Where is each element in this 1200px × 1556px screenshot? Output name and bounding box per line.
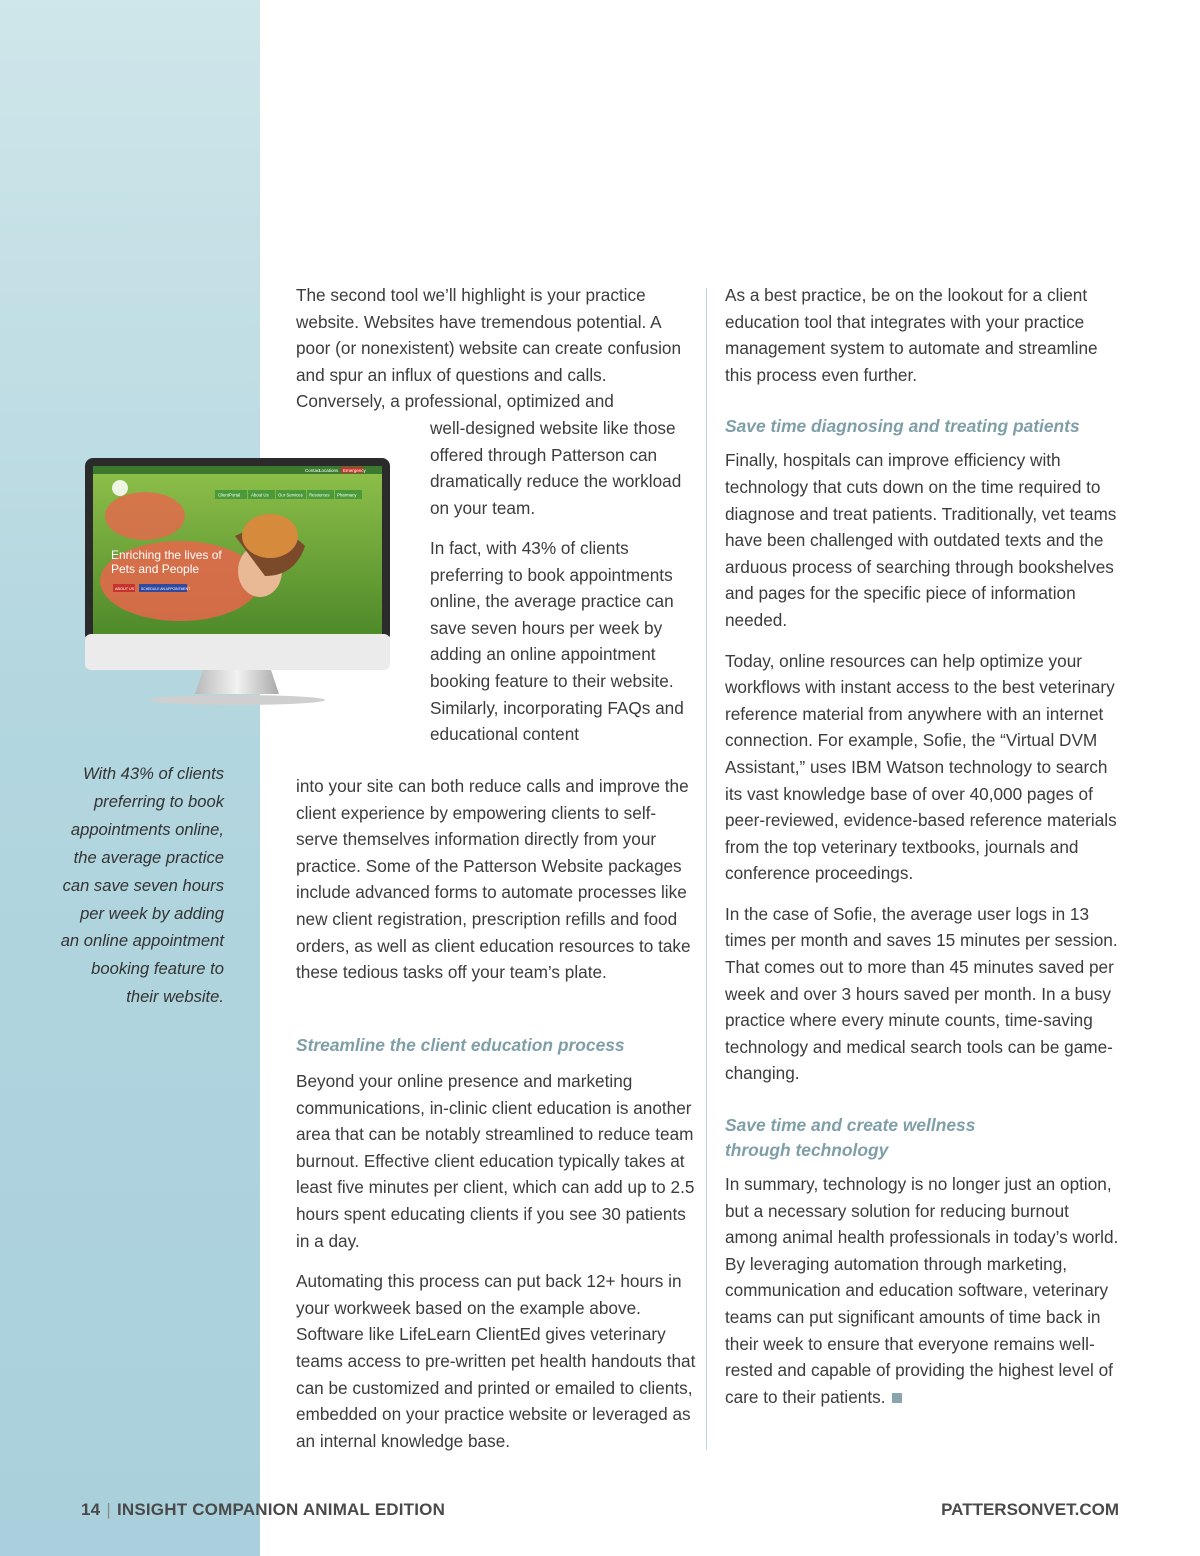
screen-cat (242, 514, 298, 558)
body-paragraph: Finally, hospitals can improve efficiency with technology that cuts down on the time required to diagnose and treat patients. Traditionally, vet teams have been challenged with outdated texts and the arduous process of searching through bookshelves and pages for the specific piece of information needed. (725, 450, 1117, 630)
screen-logo (112, 480, 128, 496)
intro-paragraph-continued: well-designed website like those offered through Patterson can dramatically reduce the workload on your team. (430, 418, 682, 518)
body-paragraph: As a best practice, be on the lookout for a client education tool that integrates with your practice management system to automate and streamline this process even further. (725, 285, 1098, 385)
footer-website[interactable]: PATTERSONVET.COM (941, 1500, 1119, 1519)
column-divider (706, 288, 707, 1450)
footer-publication (81, 1500, 445, 1520)
monitor-base (149, 695, 325, 705)
page-number: 14 (81, 1500, 101, 1519)
screen-nav-item: About Us (251, 492, 269, 498)
column-right (725, 282, 1125, 1410)
indented-block (430, 415, 700, 521)
column-left (296, 282, 696, 415)
body-paragraph: In the case of Sofie, the average user logs in 13 times per month and saves 15 minutes per session. That comes out to more than 45 minutes saved per week and over 3 hours saved per month. In a busy practice where every minute counts, time-saving technology and medical search tools can be game-changing. (725, 903, 1118, 1084)
footer-separator: | (106, 1500, 111, 1519)
screen-headline: Pets and People (111, 562, 200, 576)
pull-quote: With 43% of clients preferring to book appointments online, the average practice can save seven hours per week by adding an online appointment booking feature to their website. (60, 764, 224, 1007)
closing-paragraph (725, 1171, 1125, 1410)
end-mark-icon (892, 1393, 902, 1403)
screen-nav-item: Resources (309, 492, 330, 498)
website-monitor-image (85, 456, 390, 706)
body-paragraph: Today, online resources can help optimize your workflows with instant access to the best veterinary reference material from anywhere with an internet connection. For example, Sofie, the “Virtual DVM Assistant,” uses IBM Watson technology to search its vast knowledge base of over 40,000 pages of peer-reviewed, evidence-based reference materials from the top veterinary textbooks, journals and conference proceedings. (725, 650, 1117, 884)
screen-about-button: ABOUT US (115, 587, 135, 591)
screen-top-link: Locations (319, 468, 339, 473)
section-heading: Streamline the client education process (296, 1035, 625, 1055)
closing-paragraph-text: In summary, technology is no longer just an option, but a necessary solution for reducing burnout among animal health professionals in today’s world. By leveraging automation through marketing, communication and education software, veterinary teams can put significant amounts of time back in their week to ensure that everyone remains well-rested and capable of providing the highest level of care to their patients. (725, 1174, 1119, 1407)
fact-paragraph-continued-block (296, 773, 696, 986)
screen-nav-item: Our Services (278, 492, 303, 498)
screen-headline: Enriching the lives of (111, 548, 222, 562)
column-left-lower (296, 1033, 696, 1454)
fact-paragraph-continued: into your site can both reduce calls and improve the client experience by empowering clients to self-serve themselves information directly from your practice. Some of the Patterson Website packages include advanced forms to automate processes like new client registration, prescription refills and food orders, as well as client education resources to take these tedious tasks off your team’s plate. (296, 776, 691, 983)
publication-title: INSIGHT COMPANION ANIMAL EDITION (116, 1500, 446, 1519)
indented-block-2 (430, 535, 692, 748)
screen-emergency-button: Emergency (343, 468, 366, 473)
monitor-stand (195, 670, 279, 694)
section-heading: Save time diagnosing and treating patients (725, 416, 1080, 437)
body-paragraph: Beyond your online presence and marketing communications, in-clinic client education is another area that can be notably streamlined to reduce team burnout. Effective client education typically takes at least five minutes per client, which can add up to 2.5 hours spent educating clients if you see 30 patients in a day. (296, 1071, 695, 1251)
body-paragraph: Automating this process can put back 12+ hours in your workweek based on the example above. Software like LifeLearn ClientEd gives veterinary teams access to pre-written pet health handouts that can be customized and printed or emailed to clients, embedded on your practice website or leveraged as an internal knowledge base. (296, 1271, 696, 1451)
fact-paragraph: In fact, with 43% of clients preferring to book appointments online, the average practice can save seven hours per week by adding an online appointment booking feature to their website. Similarly, incorporating FAQs and educational content (430, 538, 684, 745)
monitor-chin (85, 634, 390, 670)
intro-paragraph: The second tool we’ll highlight is your practice website. Websites have tremendous potential. A poor (or nonexistent) website can create confusion and spur an influx of questions and calls. Conversely, a professional, optimized and (296, 285, 682, 412)
screen-nav-item: Pharmacy (337, 492, 357, 498)
screen-nav-item: ClientPortal (218, 492, 241, 498)
screen-schedule-button: SCHEDULE AN APPOINTMENT (141, 587, 191, 591)
screen-top-link: Contact (305, 468, 321, 473)
section-heading: Save time and create wellness through technology (725, 1115, 976, 1161)
